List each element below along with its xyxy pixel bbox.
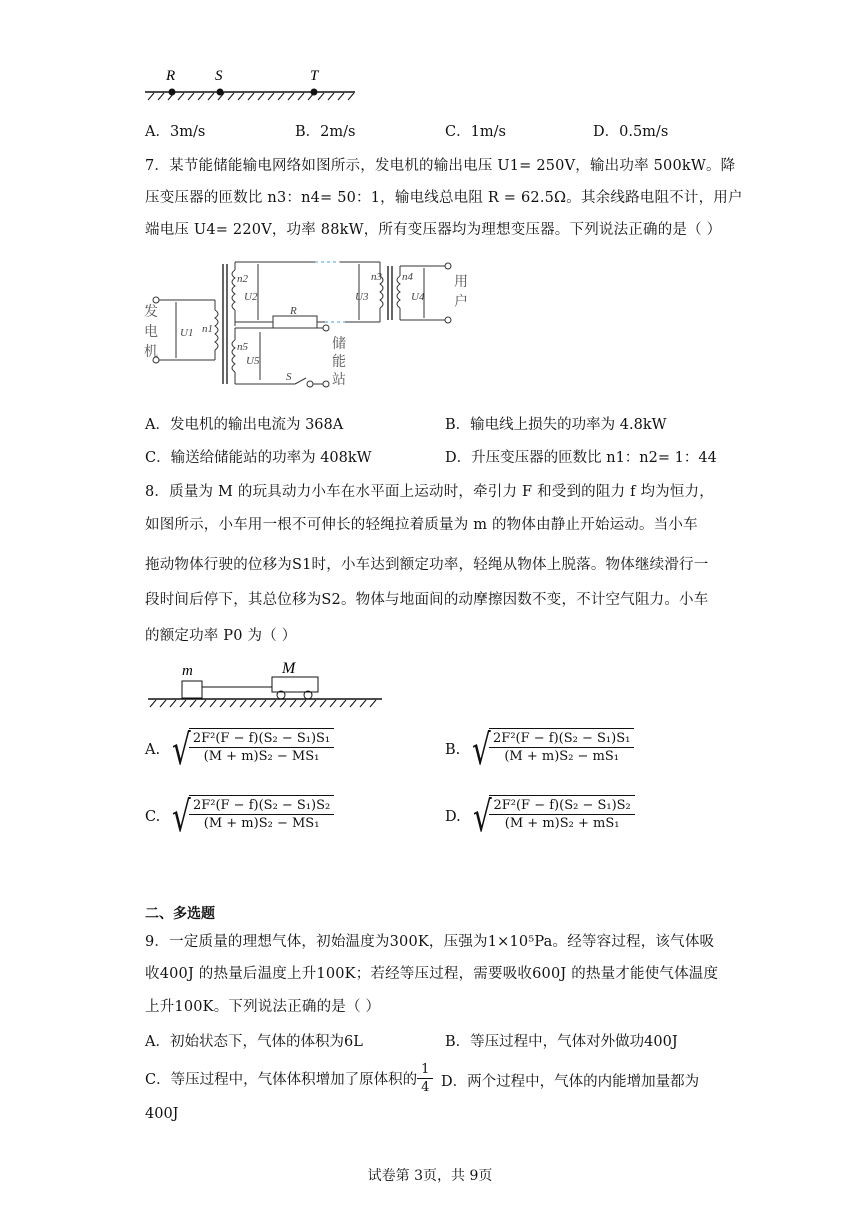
q7-option-b: B．输电线上损失的功率为 4.8kW	[445, 417, 667, 433]
q8-option-d: D. √ $\frac{\text{2F²(F − f)(S₂ − S₁)S₂}}{\text{(M + m)S₂ + mS₁}}$	[445, 795, 635, 839]
point-r-label: R	[166, 68, 176, 84]
n4-label: n4	[402, 271, 413, 283]
q8-option-b: B. √ $\frac{\text{2F²(F − f)(S₂ − S₁)S₁}}{\text{(M + m)S₂ − mS₁}}$	[445, 728, 634, 772]
mass-m-label: m	[182, 663, 193, 679]
q8-a-denominator: (M + m)S₂ − MS₁	[203, 749, 320, 764]
q8-d-numerator: 2F²(F − f)(S₂ − S₁)S₂	[489, 798, 634, 815]
q8-option-d-label: D.	[445, 809, 461, 825]
q8-stem-line-4: 段时间后停下，其总位移为S2。物体与地面间的动摩擦因数不变，不计空气阻力。小车	[145, 592, 709, 608]
q9-c-fraction-den: 4	[421, 1080, 430, 1095]
u4-label: U4	[411, 291, 425, 303]
q7-option-d: D．升压变压器的匝数比 n1：n2= 1：44	[445, 450, 717, 466]
q8-d-denominator: (M + m)S₂ + mS₁	[504, 816, 620, 831]
u2-label: U2	[244, 291, 258, 303]
q9-stem-line-2: 收400J 的热量后温度上升100K；若经等压过程，需要吸收600J 的热量才能使气体温度	[145, 966, 719, 982]
page-footer: 试卷第 3页，共 9页	[367, 1168, 493, 1184]
q9-option-c-text: C．等压过程中，气体体积增加了原体积的	[145, 1072, 418, 1088]
generator-label-1: 发	[144, 304, 158, 320]
u1-label: U1	[180, 327, 194, 339]
n5-label: n5	[237, 341, 248, 353]
q6-option-d: D．0.5m/s	[593, 124, 669, 140]
n1-label: n1	[202, 323, 213, 335]
u3-label: U3	[355, 291, 369, 303]
q9-stem-line-1: 9．一定质量的理想气体，初始温度为300K，压强为1×10⁵Pa。经等容过程，该气体吸	[145, 934, 715, 950]
q7-circuit-diagram	[140, 252, 480, 392]
q8-b-denominator: (M + m)S₂ − mS₁	[504, 749, 620, 764]
q8-b-numerator: 2F²(F − f)(S₂ − S₁)S₁	[489, 731, 634, 748]
q8-c-denominator: (M + m)S₂ − MS₁	[203, 816, 320, 831]
q9-option-c	[145, 1062, 433, 1095]
storage-label-3: 站	[332, 372, 346, 388]
q9-c-fraction-num: 1	[417, 1062, 433, 1079]
generator-label-3: 机	[144, 344, 158, 360]
q9-option-d: D．两个过程中，气体的内能增加量都为	[441, 1074, 700, 1090]
q9-option-d-continued: 400J	[145, 1106, 179, 1122]
point-t-label: T	[310, 68, 319, 84]
q8-option-a: A. √ $\frac{\text{2F²(F − f)(S₂ − S₁)S₁}}{\text{(M + m)S₂ − MS₁}}$	[145, 728, 334, 772]
q8-car-figure	[140, 655, 390, 715]
q8-option-c: C. √ $\frac{\text{2F²(F − f)(S₂ − S₁)S₂}}{\text{(M + m)S₂ − MS₁}}$	[145, 795, 334, 839]
user-label-1: 用	[454, 274, 468, 290]
q9-option-a: A．初始状态下，气体的体积为6L	[145, 1034, 363, 1050]
storage-label-2: 能	[332, 354, 346, 370]
mass-big-m-label: M	[282, 660, 296, 677]
q8-stem-line-1: 8．质量为 M 的玩具动力小车在水平面上运动时，牵引力 F 和受到的阻力 f 均为恒力，	[145, 484, 714, 500]
q7-stem-line-3: 端电压 U4= 220V，功率 88kW，所有变压器均为理想变压器。下列说法正确的是（ ）	[145, 222, 722, 238]
q8-a-numerator: 2F²(F − f)(S₂ − S₁)S₁	[189, 731, 334, 748]
q8-stem-line-5: 的额定功率 P0 为（ ）	[145, 628, 297, 644]
user-label-2: 户	[454, 294, 468, 310]
rst-ground-figure	[140, 62, 365, 107]
q6-option-b: B．2m/s	[295, 124, 356, 140]
n3-label: n3	[371, 271, 382, 283]
q8-stem-line-2: 如图所示，小车用一根不可伸长的轻绳拉着质量为 m 的物体由静止开始运动。当小车	[145, 517, 698, 533]
r-label: R	[290, 305, 297, 317]
q6-option-a: A．3m/s	[145, 124, 206, 140]
q8-option-c-label: C.	[145, 809, 161, 825]
q8-option-a-label: A.	[145, 742, 161, 758]
q7-option-c: C．输送给储能站的功率为 408kW	[145, 450, 372, 466]
q7-stem-line-1: 7．某节能储能输电网络如图所示，发电机的输出电压 U1= 250V，输出功率 500kW。降	[145, 158, 736, 174]
q8-c-numerator: 2F²(F − f)(S₂ − S₁)S₂	[189, 798, 334, 815]
q7-stem-line-2: 压变压器的匝数比 n3：n4= 50：1，输电线总电阻 R = 62.5Ω。其余线路电阻不计，用户	[145, 190, 743, 206]
u5-label: U5	[246, 355, 260, 367]
q7-option-a: A．发电机的输出电流为 368A	[145, 417, 344, 433]
q9-stem-line-3: 上升100K。下列说法正确的是（ ）	[145, 999, 381, 1015]
storage-label-1: 储	[332, 336, 346, 352]
q8-stem-line-3: 拖动物体行驶的位移为S1时，小车达到额定功率，轻绳从物体上脱落。物体继续滑行一	[145, 557, 709, 573]
generator-label-2: 电	[144, 324, 158, 340]
q9-option-b: B．等压过程中，气体对外做功400J	[445, 1034, 678, 1050]
q6-option-c: C．1m/s	[445, 124, 506, 140]
n2-label: n2	[237, 273, 248, 285]
section-heading: 二、多选题	[145, 906, 215, 922]
point-s-label: S	[215, 68, 223, 84]
q8-option-b-label: B.	[445, 742, 461, 758]
switch-s-label: S	[286, 371, 292, 383]
